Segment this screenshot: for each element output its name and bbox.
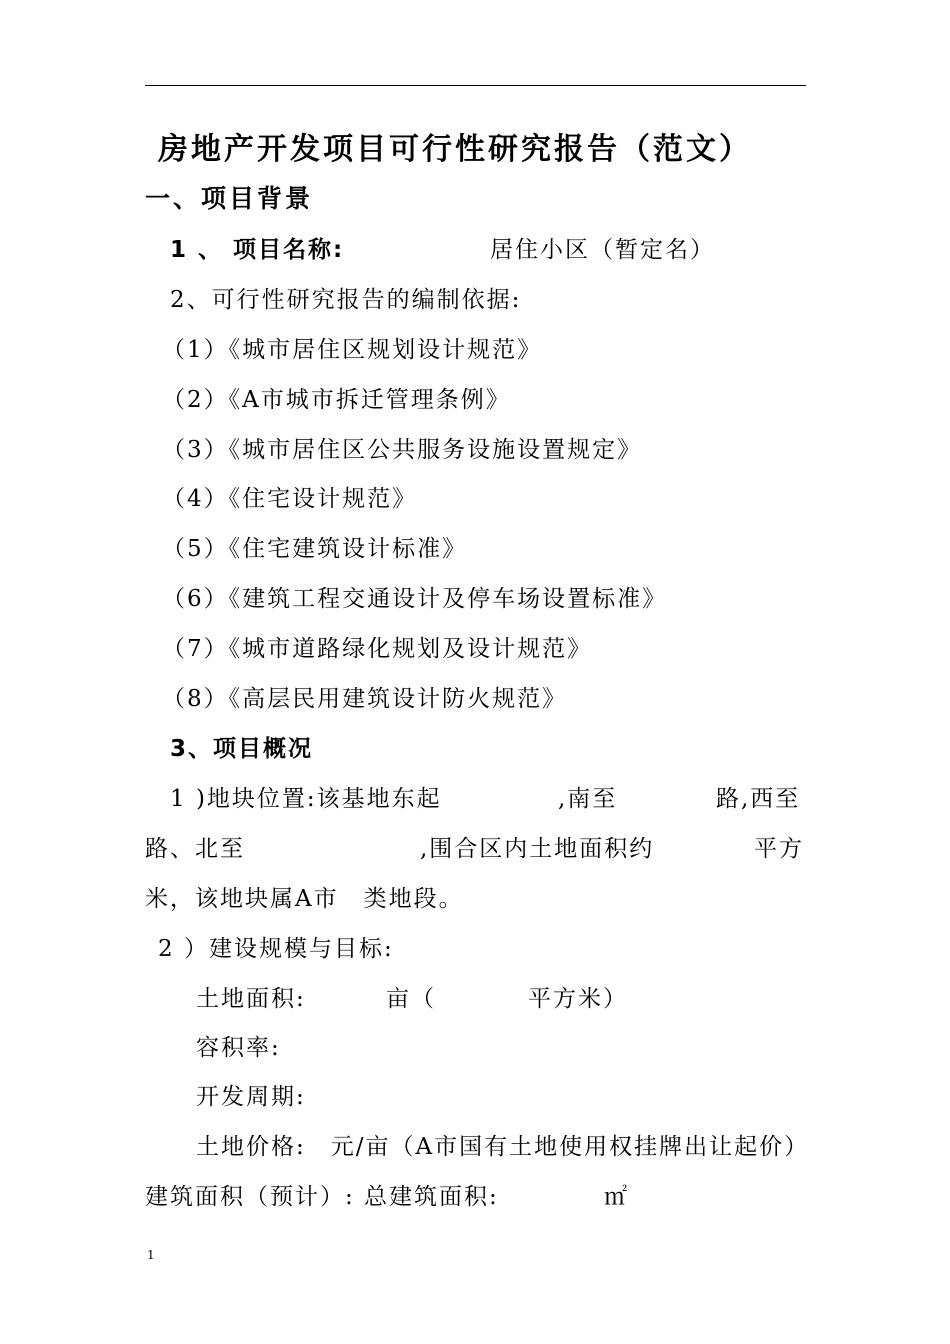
reference-item: （8）《高层民用建筑设计防火规范》 xyxy=(162,686,568,712)
reference-item: （4）《住宅设计规范》 xyxy=(162,486,418,512)
development-period: 开发周期: xyxy=(196,1084,306,1110)
reference-item: （6）《建筑工程交通设计及停车场设置标准》 xyxy=(162,586,668,612)
land-area-unit-sqm: 平方米） xyxy=(528,986,628,1012)
building-area-unit: ㎡ xyxy=(604,1184,629,1210)
building-area: 建筑面积（预计）: 总建筑面积: xyxy=(145,1184,499,1210)
project-name-value: 居住小区（暂定名） xyxy=(490,237,715,263)
reference-item: （1）《城市居住区规划设计规范》 xyxy=(162,337,543,363)
basis-heading: 2、可行性研究报告的编制依据: xyxy=(170,287,522,313)
section-heading-background: 一、项目背景 xyxy=(145,184,314,213)
page-number: 1 xyxy=(147,1248,155,1262)
location-line-2b: ,围合区内土地面积约 xyxy=(420,836,655,862)
location-line-1a: 1 )地块位置:该基地东起 xyxy=(170,786,442,812)
reference-item: （3）《城市居住区公共服务设施设置规定》 xyxy=(162,437,643,463)
land-price: 土地价格: 元/亩（A市国有土地使用权挂牌出让起价） xyxy=(196,1134,810,1160)
location-line-1b: ,南至 xyxy=(558,786,618,812)
overview-heading: 3、项目概况 xyxy=(170,736,314,762)
document-title: 房地产开发项目可行性研究报告（范文） xyxy=(158,132,752,167)
location-line-3: 米，该地块属A市 类地段。 xyxy=(145,886,464,912)
header-rule xyxy=(145,85,806,86)
location-line-1c: 路,西至 xyxy=(716,786,801,812)
reference-item: （2）《A市城市拆迁管理条例》 xyxy=(162,387,511,413)
scale-heading: 2 ）建设规模与目标: xyxy=(158,936,394,962)
land-area-label: 土地面积: xyxy=(196,986,306,1012)
location-line-2c: 平方 xyxy=(754,836,804,862)
land-area-unit-mu: 亩（ xyxy=(386,986,436,1012)
reference-item: （7）《城市道路绿化规划及设计规范》 xyxy=(162,636,593,662)
reference-item: （5）《住宅建筑设计标准》 xyxy=(162,536,468,562)
floor-area-ratio: 容积率: xyxy=(196,1035,281,1061)
project-name-label: 1 、 项目名称: xyxy=(170,237,345,263)
location-line-2a: 路、北至 xyxy=(145,836,245,862)
